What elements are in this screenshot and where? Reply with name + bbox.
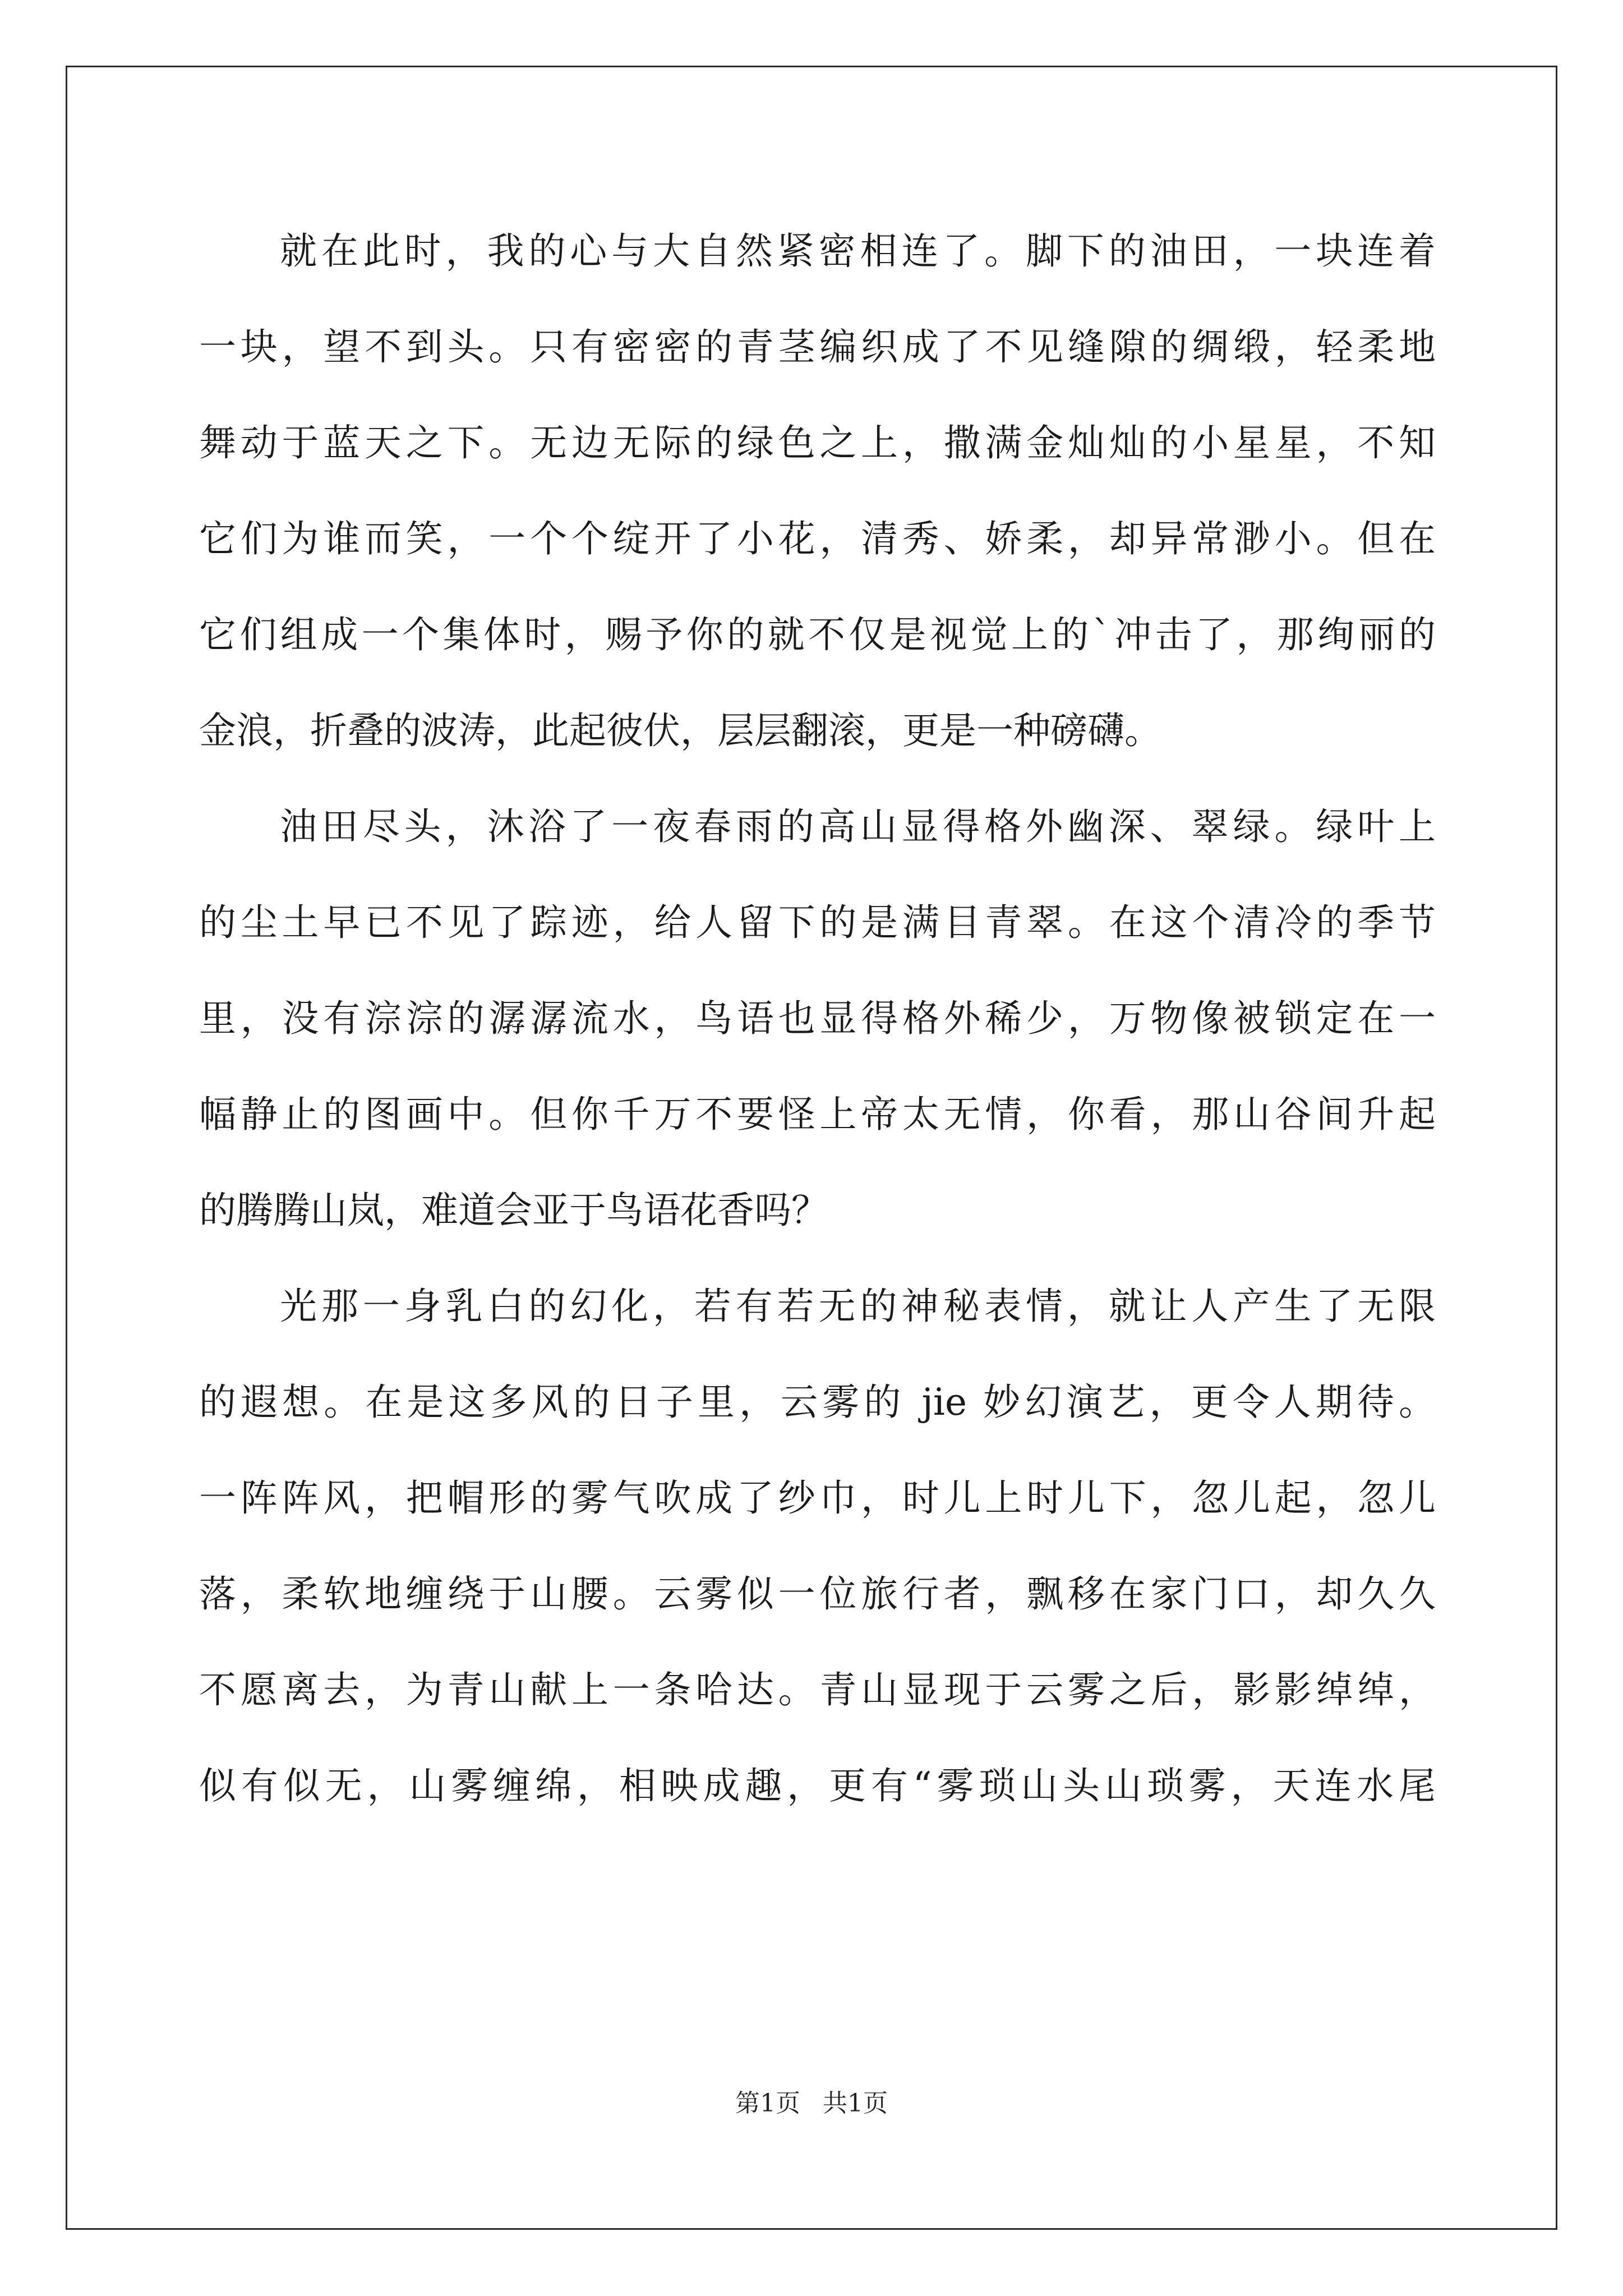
text-line: 似有似无，山雾缠绵，相映成趣，更有“雾琐山头山琐雾，天连水尾 <box>199 1764 1436 1807</box>
paragraph-2 <box>199 793 1436 1273</box>
text-line: 就在此时，我的心与大自然紧密相连了。脚下的油田，一块连着 <box>280 229 1436 273</box>
text-line: 的尘土早已不见了踪迹，给人留下的是满目青翠。在这个清冷的季节 <box>199 901 1436 944</box>
paragraph-3 <box>199 1273 1436 1848</box>
text-line: 它们组成一个集体时，赐予你的就不仅是视觉上的`冲击了，那绚丽的 <box>199 613 1436 656</box>
text-line: 一块，望不到头。只有密密的青茎编织成了不见缝隙的绸缎，轻柔地 <box>199 325 1436 369</box>
text-line: 落，柔软地缠绕于山腰。云雾似一位旅行者，飘移在家门口，却久久 <box>199 1572 1436 1616</box>
text-line: 一阵阵风，把帽形的雾气吹成了纱巾，时儿上时儿下，忽儿起，忽儿 <box>199 1476 1436 1520</box>
text-line: 油田尽头，沐浴了一夜春雨的高山显得格外幽深、翠绿。绿叶上 <box>280 805 1436 848</box>
page-total: 共1页 <box>823 2089 888 2118</box>
text-line: 幅静止的图画中。但你千万不要怪上帝太无情，你看，那山谷间升起 <box>199 1093 1436 1136</box>
text-line: 的遐想。在是这多风的日子里，云雾的 jie 妙幻演艺，更令人期待。 <box>199 1381 1436 1424</box>
text-line: 舞动于蓝天之下。无边无际的绿色之上，撒满金灿灿的小星星，不知 <box>199 421 1436 464</box>
text-line: 金浪，折叠的波涛，此起彼伏，层层翻滚，更是一种磅礴。 <box>199 709 1161 752</box>
paragraph-1 <box>199 218 1436 793</box>
document-body <box>199 218 1436 1848</box>
text-line: 不愿离去，为青山献上一条哈达。青山显现于云雾之后，影影绰绰， <box>199 1668 1436 1711</box>
text-line: 的腾腾山岚，难道会亚于鸟语花香吗？ <box>199 1189 828 1232</box>
text-line: 它们为谁而笑，一个个绽开了小花，清秀、娇柔，却异常渺小。但在 <box>199 517 1436 560</box>
page-number: 第1页 <box>735 2089 800 2118</box>
page-footer <box>0 2087 1623 2120</box>
text-line: 里，没有淙淙的潺潺流水，鸟语也显得格外稀少，万物像被锁定在一 <box>199 997 1436 1040</box>
text-line: 光那一身乳白的幻化，若有若无的神秘表情，就让人产生了无限 <box>280 1285 1436 1328</box>
